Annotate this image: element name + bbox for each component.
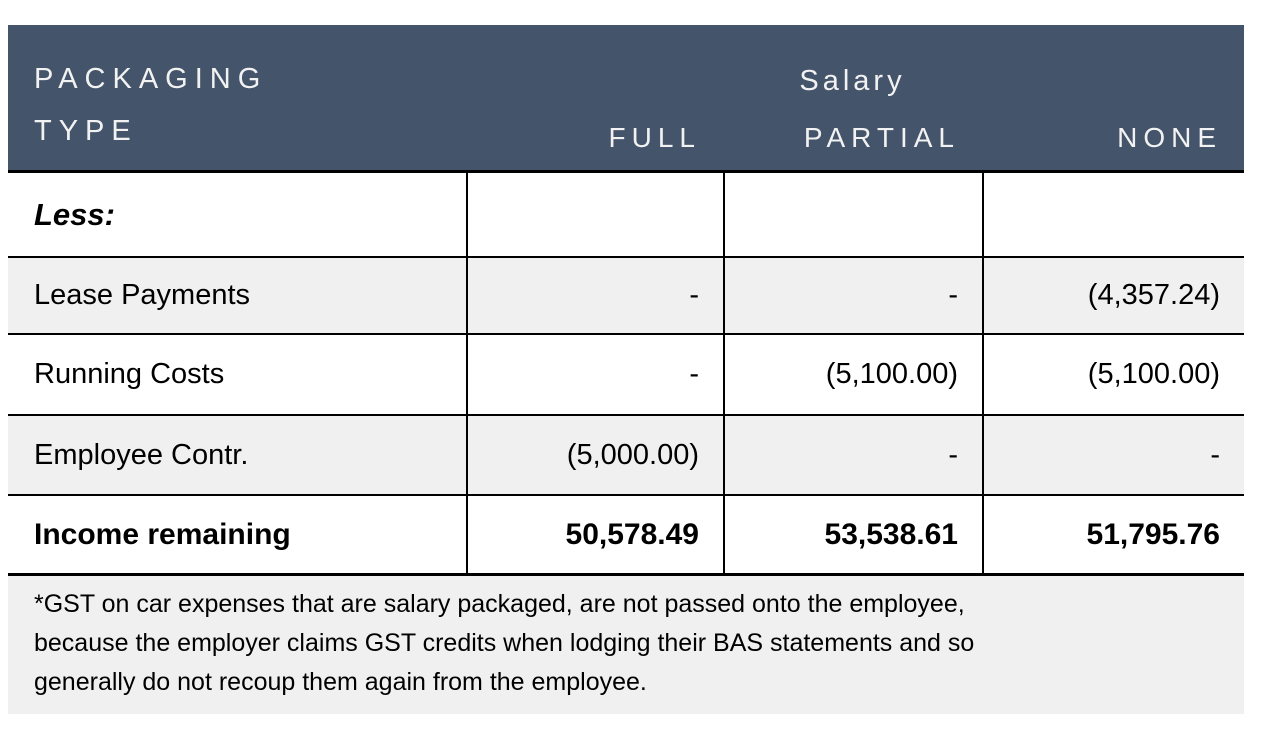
- table-row-less: [8, 170, 1244, 256]
- cell-lease-full: -: [466, 258, 723, 333]
- table-row-employee-contr: [8, 414, 1244, 494]
- row-label-employee-contr: Employee Contr.: [34, 438, 249, 471]
- table-footnote: [8, 576, 1244, 714]
- table-row-lease-payments: [8, 256, 1244, 333]
- cell-lease-partial: -: [723, 258, 982, 333]
- table-header: [8, 25, 1244, 170]
- cell-employee-full: (5,000.00): [466, 416, 723, 494]
- cell-less-partial: [723, 173, 982, 256]
- column-header-full: FULL: [608, 122, 701, 153]
- cell-employee-none: -: [982, 416, 1244, 494]
- packaging-type-line1: PACKAGING: [34, 63, 268, 95]
- table-row-income-remaining: [8, 494, 1244, 576]
- cell-employee-partial: -: [723, 416, 982, 494]
- cell-less-none: [982, 173, 1244, 256]
- footnote-text: *GST on car expenses that are salary packaged, are not passed onto the employee, because the employer claims GST credits when lodging their BAS statements and so generally do not recoup them again from the employee.: [34, 590, 975, 696]
- row-label-lease-payments: Lease Payments: [34, 279, 251, 311]
- row-header-packaging-type: [34, 53, 267, 157]
- row-label-income-remaining: Income remaining: [34, 517, 291, 551]
- cell-less-full: [466, 173, 723, 256]
- cell-running-full: -: [466, 335, 723, 414]
- cell-income-full: 50,578.49: [466, 496, 723, 573]
- column-header-partial: PARTIAL: [803, 122, 960, 153]
- cell-running-none: (5,100.00): [982, 335, 1244, 414]
- cell-lease-none: (4,357.24): [982, 258, 1244, 333]
- row-label-running-costs: Running Costs: [34, 358, 225, 390]
- packaging-type-line2: TYPE: [34, 115, 138, 147]
- cell-income-none: 51,795.76: [982, 496, 1244, 573]
- cell-running-partial: (5,100.00): [723, 335, 982, 414]
- cell-income-partial: 53,538.61: [723, 496, 982, 573]
- column-header-none: NONE: [1117, 122, 1222, 153]
- salary-packaging-table: [8, 25, 1244, 714]
- row-label-less: Less:: [34, 196, 115, 232]
- column-group-salary: Salary: [799, 65, 906, 97]
- table-row-running-costs: [8, 333, 1244, 414]
